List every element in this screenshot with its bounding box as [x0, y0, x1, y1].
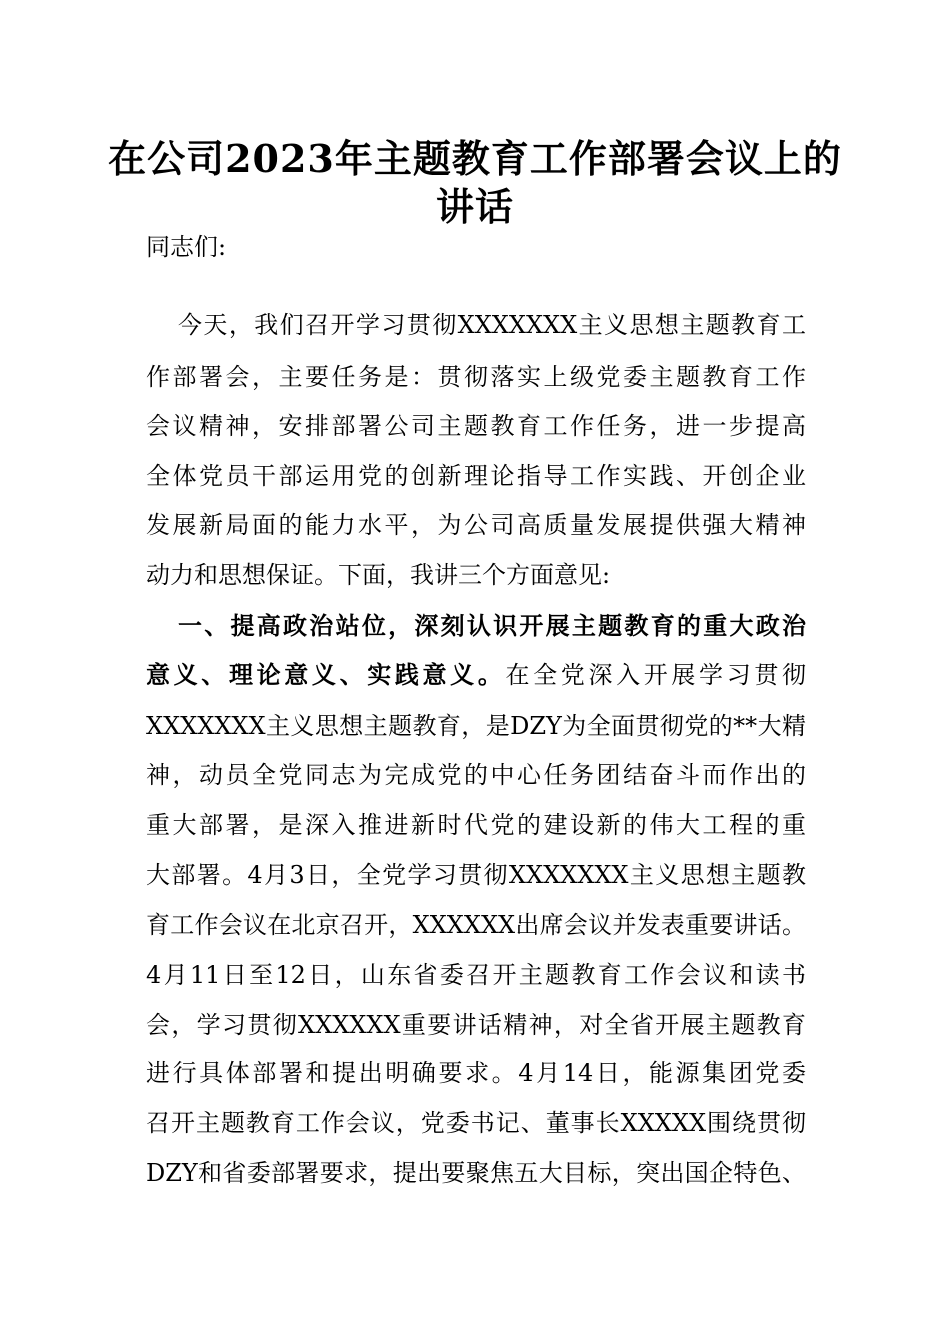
section-1-heading-line-2	[146, 660, 806, 690]
section-1-body-line-9: 召开主题教育工作会议，党委书记、董事长XXXXX围绕贯彻	[146, 1109, 806, 1137]
section-1-body-line-10: DZY和省委部署要求，提出要聚焦五大目标，突出国企特色、	[146, 1159, 806, 1187]
paragraph-1-line-2: 作部署会，主要任务是：贯彻落实上级党委主题教育工作	[146, 363, 806, 391]
section-1-body-line-3: 重大部署，是深入推进新时代党的建设新的伟大工程的重	[146, 811, 806, 839]
section-1-heading-line-1: 一、提高政治站位，深刻认识开展主题教育的重大政治	[178, 611, 806, 640]
section-1-body-line-1: XXXXXXX主义思想主题教育，是DZY为全面贯彻党的**大精	[146, 712, 806, 740]
paragraph-1-line-5: 发展新局面的能力水平，为公司高质量发展提供强大精神	[146, 511, 806, 539]
document-title-line-1: 在公司2023年主题教育工作部署会议上的	[108, 136, 842, 181]
paragraph-1-line-3: 会议精神，安排部署公司主题教育工作任务，进一步提高	[146, 412, 806, 440]
section-1-body-line-8: 进行具体部署和提出明确要求。4月14日，能源集团党委	[146, 1059, 806, 1087]
section-1-body-line-4: 大部署。4月3日，全党学习贯彻XXXXXXX主义思想主题教	[146, 861, 806, 889]
document-title-line-2: 讲话	[435, 184, 514, 229]
section-1-heading-bold: 意义、理论意义、实践意义。	[146, 660, 506, 689]
section-1-body-line-6: 4月11日至12日，山东省委召开主题教育工作会议和读书	[146, 961, 806, 989]
section-1-body-line-2: 神，动员全党同志为完成党的中心任务团结奋斗而作出的	[146, 761, 806, 789]
paragraph-1-line-1: 今天，我们召开学习贯彻XXXXXXX主义思想主题教育工	[178, 311, 806, 339]
paragraph-1-line-4: 全体党员干部运用党的创新理论指导工作实践、开创企业	[146, 462, 806, 490]
section-1-body-line-7: 会，学习贯彻XXXXXX重要讲话精神，对全省开展主题教育	[146, 1011, 806, 1039]
salutation: 同志们:	[146, 233, 227, 261]
section-1-heading-rest: 在全党深入开展学习贯彻	[505, 661, 807, 689]
section-1-body-line-5: 育工作会议在北京召开，XXXXXX出席会议并发表重要讲话。	[146, 911, 806, 939]
paragraph-1-line-6: 动力和思想保证。下面，我讲三个方面意见:	[146, 561, 611, 589]
